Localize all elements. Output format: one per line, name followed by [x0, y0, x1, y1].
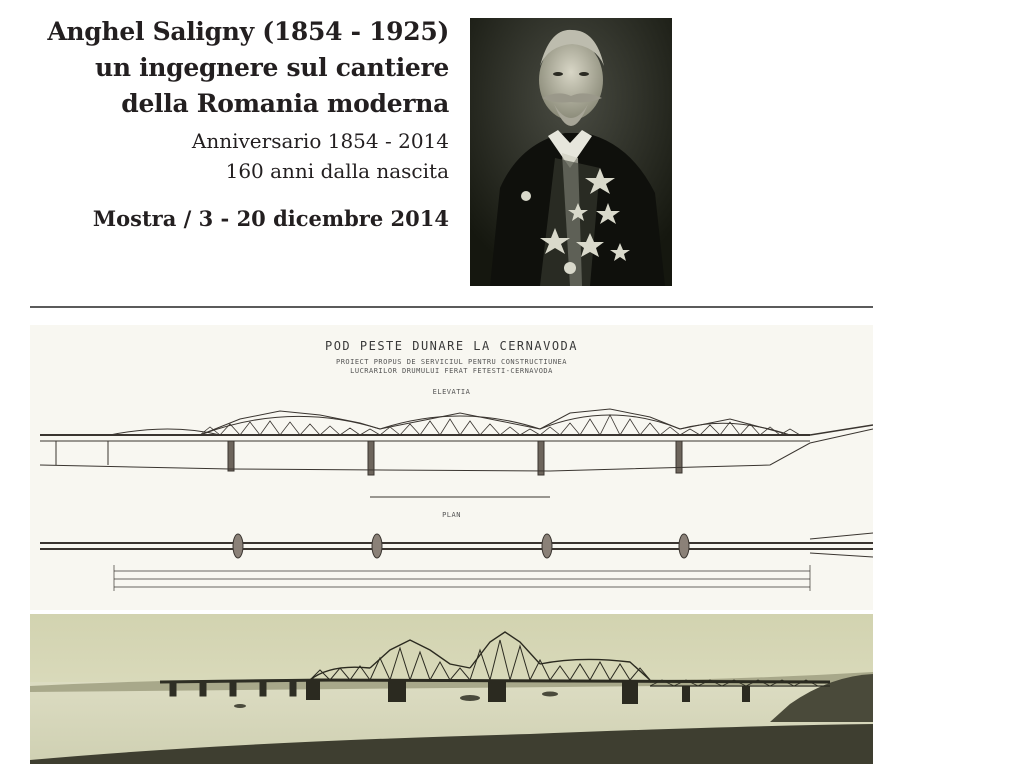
bridge-historic-photo	[30, 614, 873, 764]
elevation-label: ELEVATIA	[432, 388, 471, 396]
drawing-title: POD PESTE DUNARE LA CERNAVODA	[324, 339, 578, 353]
bridge-technical-drawing	[30, 325, 873, 610]
plan-label: PLAN	[442, 511, 461, 519]
years-since-birth-line: 160 anni dalla nascita	[225, 159, 449, 183]
horizontal-divider	[30, 306, 873, 308]
portrait-photo	[470, 18, 672, 286]
exhibition-dates: Mostra / 3 - 20 dicembre 2014	[92, 206, 449, 231]
drawing-caption-2: LUCRARILOR DRUMULUI FERAT FETESTI-CERNAVODA	[350, 367, 553, 375]
title-line-3: della Romania moderna	[121, 89, 449, 118]
title-line-1: Anghel Saligny (1854 - 1925)	[47, 17, 449, 46]
exhibition-header	[19, 14, 449, 234]
title-line-2: un ingegnere sul cantiere	[94, 53, 449, 82]
drawing-caption-1: PROIECT PROPUS DE SERVICIUL PENTRU CONSTRUCTIUNEA	[335, 358, 567, 366]
anniversary-line: Anniversario 1854 - 2014	[191, 129, 449, 153]
